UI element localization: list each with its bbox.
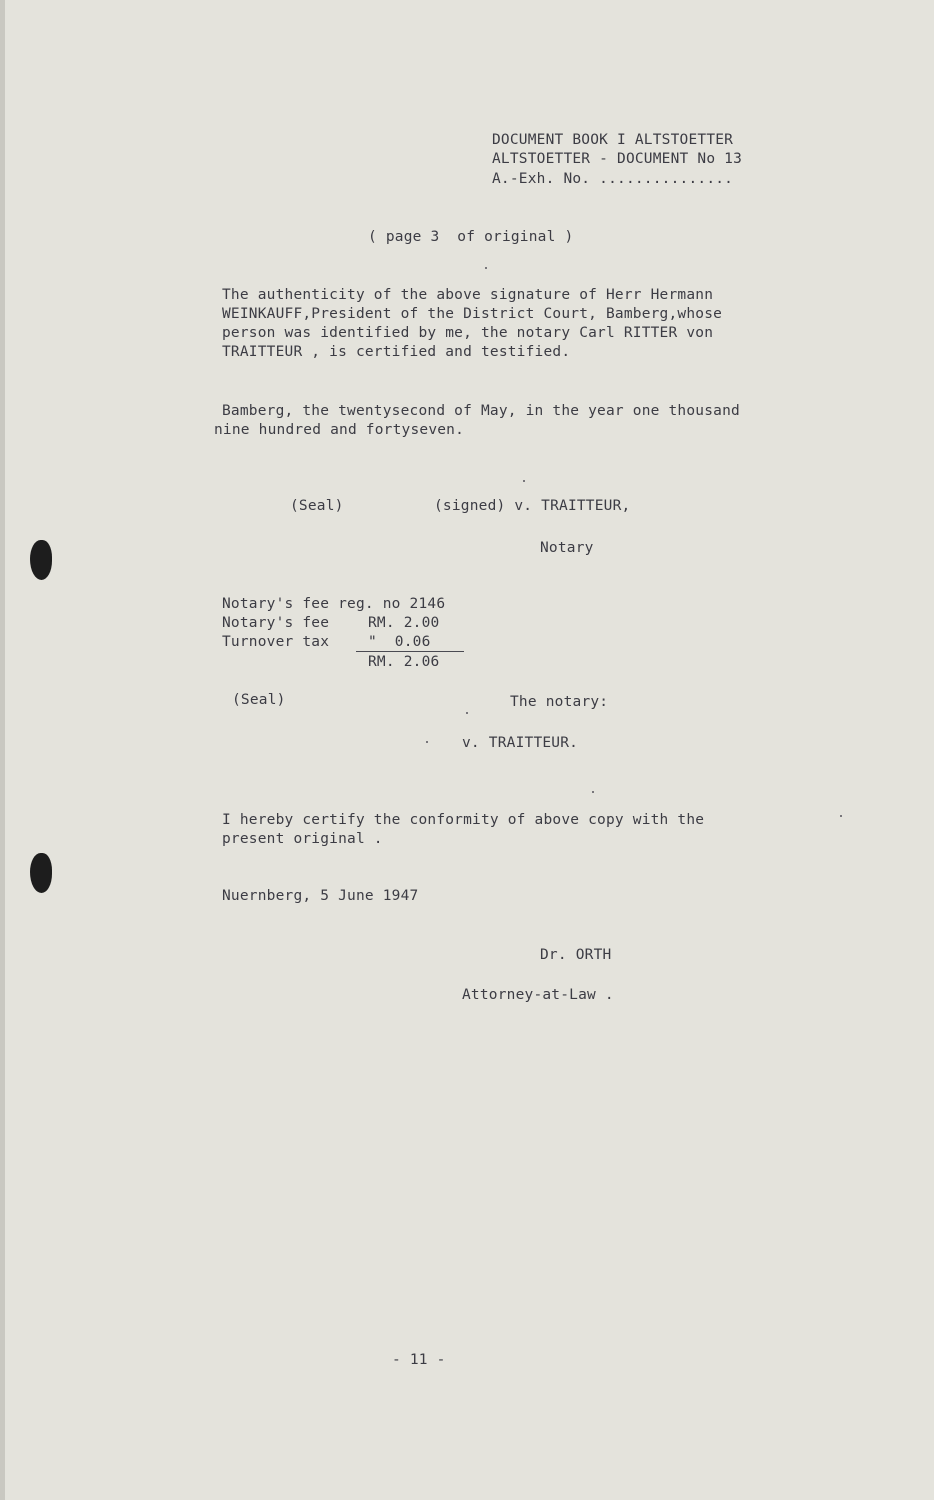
punch-hole-top	[30, 540, 52, 580]
conformity-line-1: I hereby certify the conformity of above copy with the	[222, 812, 705, 828]
turnover-tax-label: Turnover tax	[222, 634, 330, 650]
place-and-date: Nuernberg, 5 June 1947	[222, 888, 419, 904]
paper-speck	[426, 741, 428, 743]
date-line-2: nine hundred and fortyseven.	[214, 422, 465, 438]
fee-total-rule	[356, 651, 464, 652]
notary-label: The notary:	[510, 694, 609, 710]
seal-label-2: (Seal)	[232, 692, 286, 708]
paper-speck	[592, 791, 594, 793]
header-exhibit-number: A.-Exh. No. ...............	[492, 171, 734, 187]
punch-hole-bottom	[30, 853, 52, 893]
certification-line-3: person was identified by me, the notary Carl RITTER von	[222, 325, 714, 341]
page-of-original-note: ( page 3 of original )	[368, 229, 574, 245]
certification-line-1: The authenticity of the above signature of Herr Hermann	[222, 287, 714, 303]
page-edge-shadow	[0, 0, 5, 1500]
notary-title: Notary	[540, 540, 594, 556]
page-number: - 11 -	[392, 1352, 446, 1368]
paper-speck	[840, 815, 842, 817]
paper-speck	[466, 712, 468, 714]
turnover-tax-amount: " 0.06	[368, 634, 431, 650]
notary-name: v. TRAITTEUR.	[462, 735, 579, 751]
paper-speck	[485, 267, 487, 269]
fee-amount: RM. 2.00	[368, 615, 440, 631]
paper-speck	[523, 480, 525, 482]
seal-label: (Seal)	[290, 498, 344, 514]
header-document-book: DOCUMENT BOOK I ALTSTOETTER	[492, 132, 734, 148]
header-document-number: ALTSTOETTER - DOCUMENT No 13	[492, 151, 743, 167]
signed-notary-name: (signed) v. TRAITTEUR,	[434, 498, 631, 514]
attorney-title: Attorney-at-Law .	[462, 987, 614, 1003]
fee-total-amount: RM. 2.06	[368, 654, 440, 670]
conformity-line-2: present original .	[222, 831, 383, 847]
attorney-name: Dr. ORTH	[540, 947, 612, 963]
certification-line-4: TRAITTEUR , is certified and testified.	[222, 344, 571, 360]
date-line-1: Bamberg, the twentysecond of May, in the year one thousand	[222, 403, 740, 419]
fee-label: Notary's fee	[222, 615, 330, 631]
fee-registration-line: Notary's fee reg. no 2146	[222, 596, 446, 612]
certification-line-2: WEINKAUFF,President of the District Court, Bamberg,whose	[222, 306, 723, 322]
